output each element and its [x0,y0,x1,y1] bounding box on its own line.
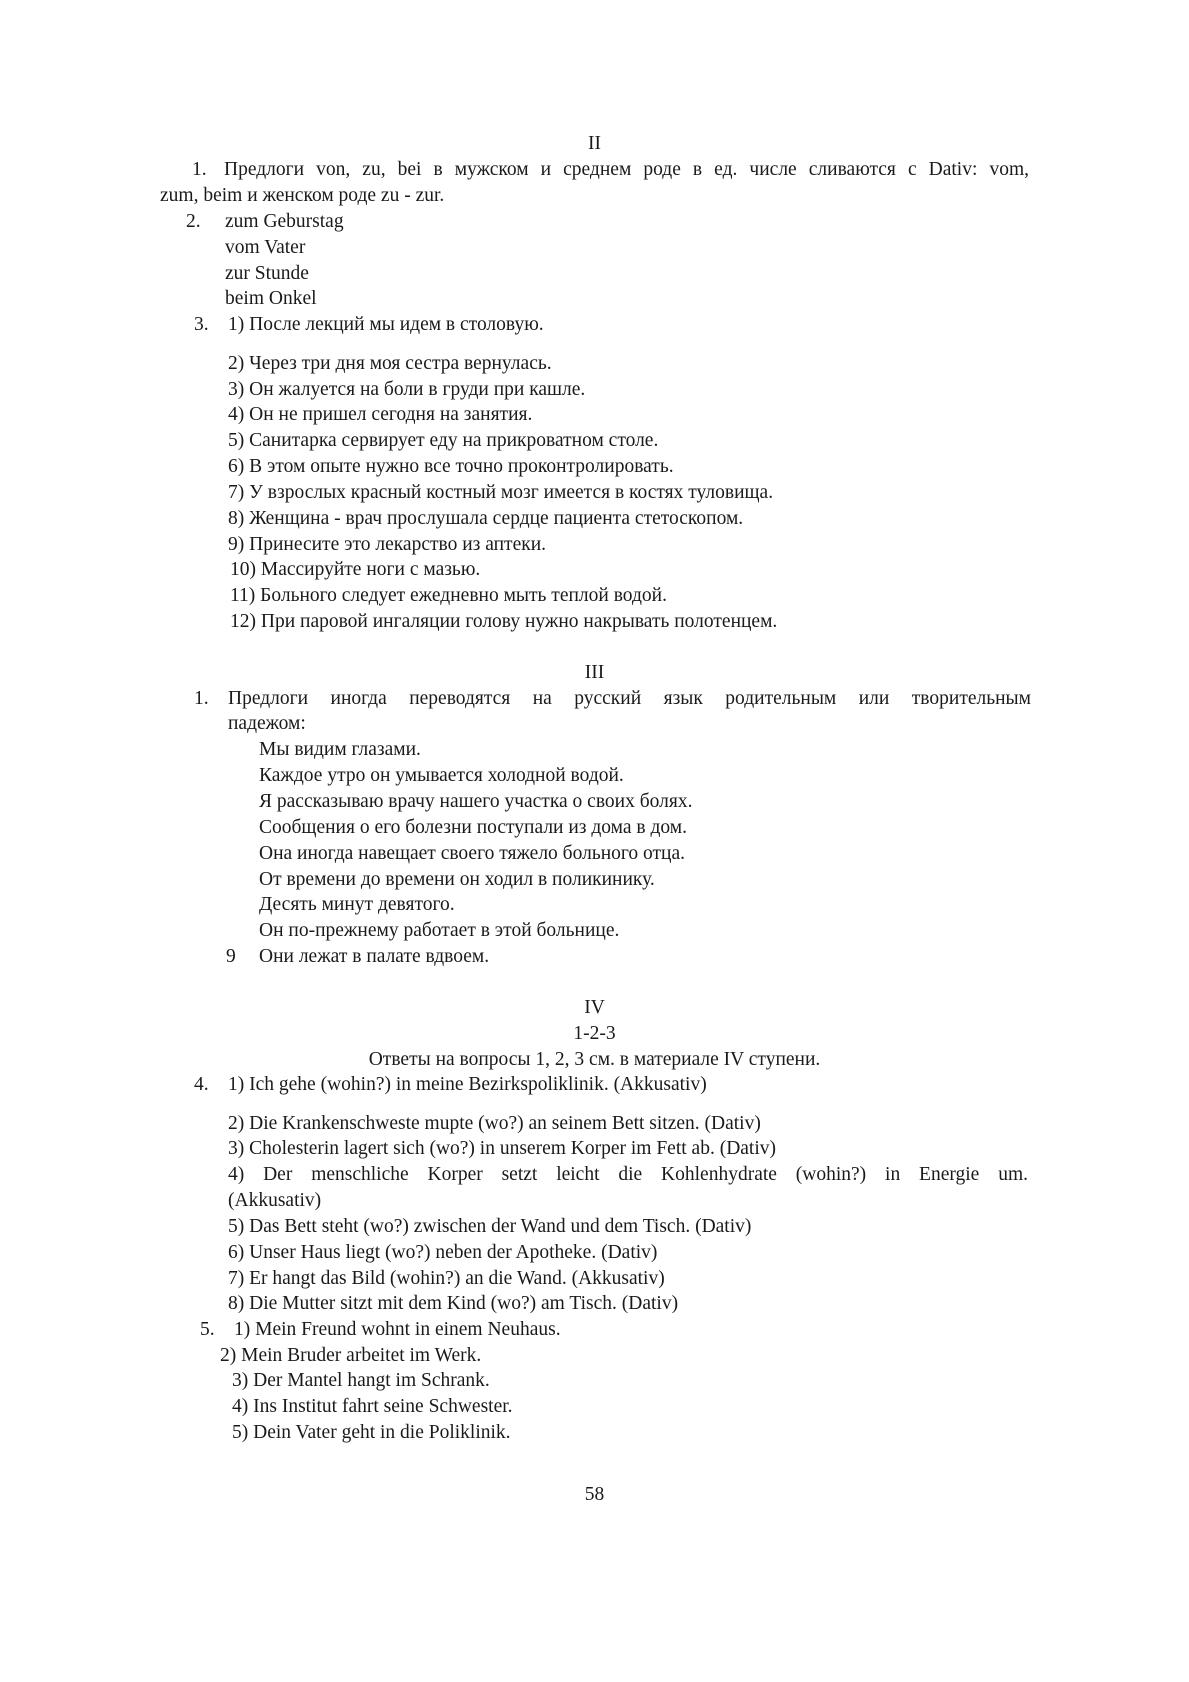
list-item: 10) Массируйте ноги с мазью. [230,559,481,580]
list-item: 4) Der menschliche Korper setzt leicht die Kohlenhydrate (wohin?) in Energie um. [228,1164,1028,1185]
list-item: От времени до времени он ходил в поликинику. [259,869,655,890]
list-item: 2) Mein Bruder arbeitet im Werk. [220,1345,482,1366]
list-item: 1) Ich gehe (wohin?) in meine Bezirkspoliklinik. (Akkusativ) [228,1074,707,1095]
item-number: 1. [192,159,207,180]
list-item: Они лежат в палате вдвоем. [259,946,490,967]
list-item: 4) Он не пришел сегодня на занятия. [228,404,533,425]
list-item: Мы видим глазами. [259,739,421,760]
list-item: Она иногда навещает своего тяжело больного отца. [259,843,686,864]
paragraph-line: Предлоги иногда переводятся на русский язык родительным или творительным [228,688,1031,709]
list-item: 3) Cholesterin lagert sich (wo?) in unserem Korper im Fett ab. (Dativ) [228,1138,777,1159]
list-item: vom Vater [225,237,306,258]
paragraph-line: падежом: [228,713,306,734]
list-item: Десять минут девятого. [259,894,455,915]
list-item: 7) У взрослых красный костный мозг имеется в костях туловища. [228,482,774,503]
list-item: 9) Принесите это лекарство из аптеки. [228,534,547,555]
list-item: (Akkusativ) [228,1190,322,1211]
item-number: 1. [194,688,209,709]
list-item: 1) Mein Freund wohnt in einem Neuhaus. [234,1319,561,1340]
paragraph-line: zum, beim и женском роде zu - zur. [160,185,445,206]
list-item: 5) Санитарка сервирует еду на прикроватном столе. [228,430,659,451]
list-item: 2) Die Krankenschweste mupte (wo?) an seinem Bett sitzen. (Dativ) [228,1113,761,1134]
list-item: 3) Der Mantel hangt im Schrank. [232,1370,490,1391]
list-item: 7) Er hangt das Bild (wohin?) an die Wand. (Akkusativ) [228,1268,665,1289]
list-item: beim Onkel [225,288,317,309]
list-item: 11) Больного следует ежедневно мыть теплой водой. [230,585,667,606]
section-heading-4: IV [584,997,605,1018]
item-number: 9 [226,946,236,967]
item-number: 2. [186,211,201,232]
list-item: 6) Unser Haus liegt (wo?) neben der Apotheke. (Dativ) [228,1242,658,1263]
list-item: Каждое утро он умывается холодной водой. [259,765,624,786]
list-item: 8) Die Mutter sitzt mit dem Kind (wo?) am Tisch. (Dativ) [228,1293,679,1314]
list-item: 8) Женщина - врач прослушала сердце пациента стетоскопом. [228,508,744,529]
section-heading-2: II [588,133,601,154]
page-number: 58 [584,1484,605,1505]
list-item: 2) Через три дня моя сестра вернулась. [228,353,552,374]
section-subheading: 1-2-3 [573,1023,616,1044]
list-item: Он по-прежнему работает в этой больнице. [259,920,620,941]
list-item: 3) Он жалуется на боли в груди при кашле. [228,379,586,400]
section-heading-3: III [584,662,605,683]
section-note: Ответы на вопросы 1, 2, 3 см. в материале IV ступени. [368,1049,821,1070]
paragraph-line: Предлоги von, zu, bei в мужском и среднем роде в ед. числе сливаются с Dativ: vom, [224,159,1029,180]
list-item: Я рассказываю врачу нашего участка о своих болях. [259,791,693,812]
list-item: 6) В этом опыте нужно все точно проконтролировать. [228,456,674,477]
list-item: 5) Das Bett steht (wo?) zwischen der Wand und dem Tisch. (Dativ) [228,1216,752,1237]
item-number: 5. [200,1319,215,1340]
list-item: zur Stunde [225,263,309,284]
list-item: 1) После лекций мы идем в столовую. [228,314,544,335]
list-item: 5) Dein Vater geht in die Poliklinik. [232,1422,511,1443]
item-number: 4. [194,1074,209,1095]
list-item: zum Geburstag [225,211,344,232]
list-item: 12) При паровой ингаляции голову нужно накрывать полотенцем. [230,611,778,632]
list-item: Сообщения о его болезни поступали из дома в дом. [259,817,688,838]
list-item: 4) Ins Institut fahrt seine Schwester. [232,1396,513,1417]
item-number: 3. [194,314,209,335]
